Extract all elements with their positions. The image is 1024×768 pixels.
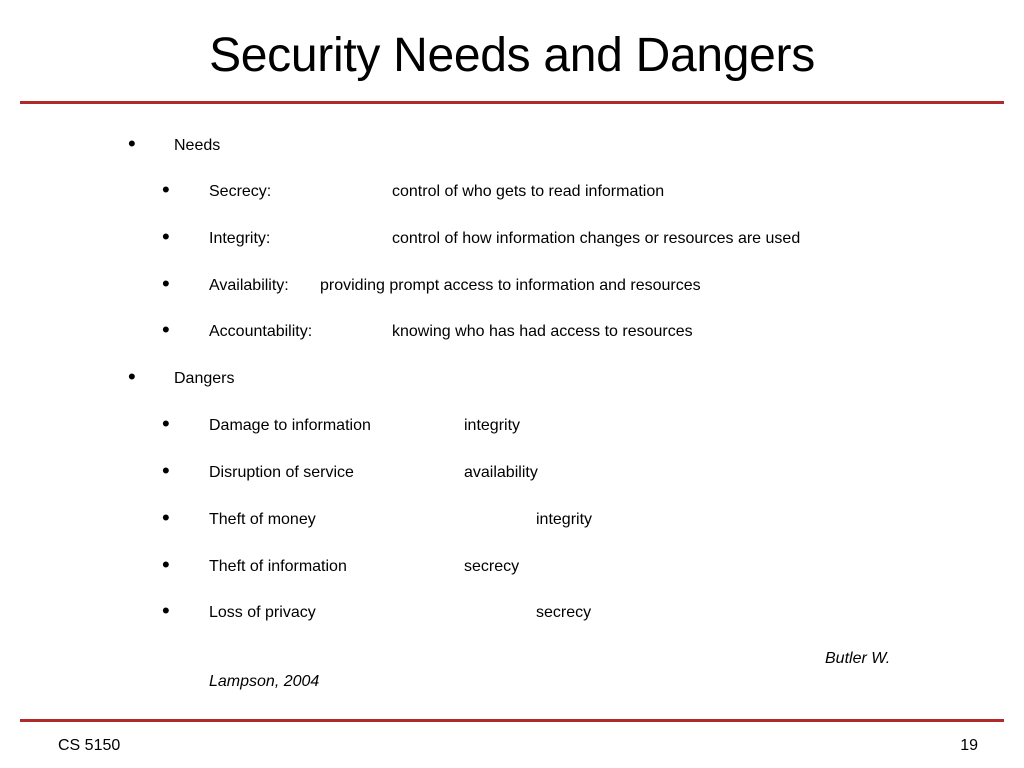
danger-desc-privacy: secrecy (536, 604, 592, 621)
bullet-icon: • (128, 364, 136, 389)
danger-term-damage: Damage to information (209, 417, 371, 434)
danger-term-privacy: Loss of privacy (209, 604, 316, 621)
need-term-secrecy: Secrecy: (209, 183, 272, 200)
bullet-icon: • (162, 271, 170, 296)
bullet-icon: • (128, 131, 136, 156)
danger-term-theft-money: Theft of money (209, 511, 316, 528)
danger-term-disruption: Disruption of service (209, 464, 354, 481)
bullet-icon: • (162, 598, 170, 623)
citation-source: Lampson, 2004 (209, 673, 320, 690)
dangers-heading: Dangers (174, 370, 235, 387)
citation-author: Butler W. (825, 650, 891, 667)
need-term-accountability: Accountability: (209, 323, 313, 340)
need-desc-secrecy: control of who gets to read information (392, 183, 665, 200)
danger-desc-damage: integrity (464, 417, 521, 434)
bullet-icon: • (162, 458, 170, 483)
need-term-integrity: Integrity: (209, 230, 271, 247)
bullet-icon: • (162, 552, 170, 577)
need-desc-availability: providing prompt access to information and resources (320, 277, 701, 294)
need-desc-integrity: control of how information changes or resources are used (392, 230, 801, 247)
title-divider (20, 101, 1004, 104)
danger-desc-theft-money: integrity (536, 511, 593, 528)
bullet-icon: • (162, 411, 170, 436)
needs-heading: Needs (174, 137, 221, 154)
bullet-icon: • (162, 224, 170, 249)
need-desc-accountability: knowing who has had access to resources (392, 323, 693, 340)
bullet-icon: • (162, 505, 170, 530)
slide-number: 19 (960, 737, 978, 754)
danger-term-theft-info: Theft of information (209, 558, 347, 575)
bullet-icon: • (162, 317, 170, 342)
need-term-availability: Availability: (209, 277, 289, 294)
danger-desc-disruption: availability (464, 464, 538, 481)
footer-divider (20, 719, 1004, 722)
bullet-icon: • (162, 177, 170, 202)
footer-course: CS 5150 (58, 737, 121, 754)
slide-title: Security Needs and Dangers (209, 29, 815, 82)
danger-desc-theft-info: secrecy (464, 558, 520, 575)
